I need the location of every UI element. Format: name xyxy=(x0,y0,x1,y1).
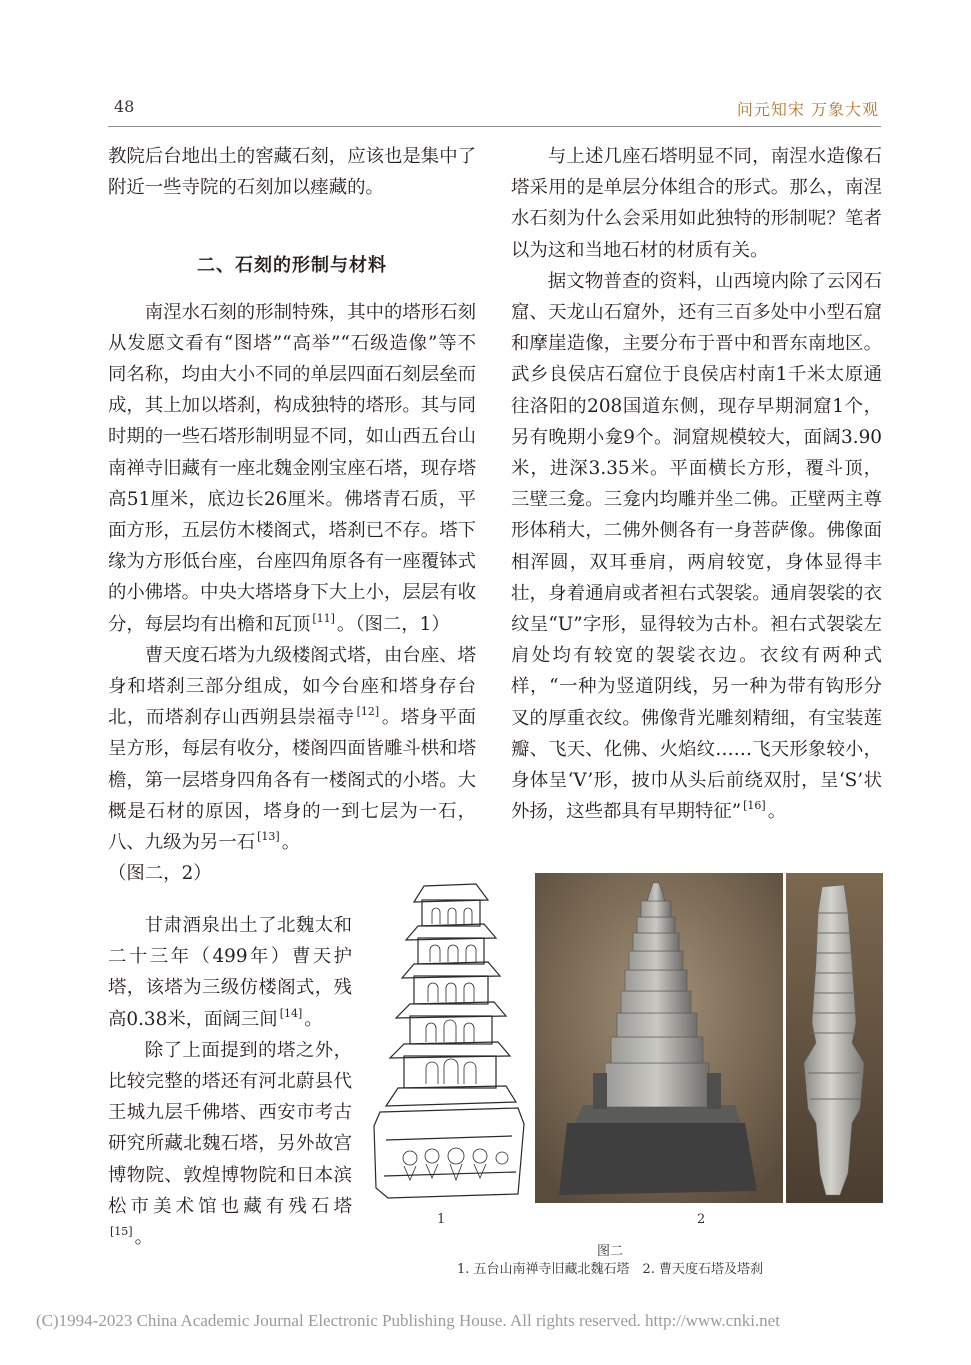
citation[interactable]: [14] xyxy=(279,1006,303,1020)
cao-tiandu-pagoda-photo xyxy=(535,873,783,1203)
figure-caption-text: 1. 五台山南禅寺旧藏北魏石塔 2. 曹天度石塔及塔刹 xyxy=(456,1262,764,1277)
pagoda-line-drawing xyxy=(368,876,528,1204)
narrow-column xyxy=(108,910,352,1253)
section-heading: 二、石刻的形制与材料 xyxy=(197,255,387,277)
citation[interactable]: [13] xyxy=(257,830,280,844)
citation[interactable]: [15] xyxy=(110,1225,133,1239)
running-title: 问元知宋 万象大观 xyxy=(736,100,879,119)
figure-label-1: 1 xyxy=(437,1212,446,1227)
paragraph: 与上述几座石塔明显不同，南涅水造像石塔采用的是单层分体组合的形式。那么，南涅水石刻为什么会采用如此独特的形制呢？笔者以为这和当地石材的材质有关。 xyxy=(511,146,882,261)
paragraph: 据文物普查的资料，山西境内除了云冈石窟、天龙山石窟外，还有三百多处中小型石窟和摩崖造像，主要分布于晋中和晋东南地区。武乡良侯店石窟位于良侯店村南1千米太原通往洛阳的208国道东侧，现存早期洞窟1个，另有晚期小龛9个。洞窟规模较大，面阔3.90米，进深3.35米。平面横长方形，覆斗顶，三壁三龛。三龛内均雕并坐二佛。正壁两主尊形体稍大，二佛外侧各有一身菩萨像。佛像面相浑圆，双耳垂肩，两肩较宽，身体显得丰壮，身着通肩或者袒右式袈裟。通肩袈裟的衣纹呈“U”字形，显得较为古朴。袒右式袈裟左肩处均有较宽的袈裟衣边。衣纹有两种式样，“一种为竖道阴线，另一种为带有钩形分叉的厚重衣纹。佛像背光雕刻精细，有宝装莲瓣、飞天、化佛、火焰纹……飞天形象较小，身体呈‘V’形，披巾从头后前绕双肘，呈‘S’状外扬，这些都具有早期特征” [16] 。 xyxy=(511,270,882,823)
figure-caption-title: 图二 xyxy=(596,1244,623,1259)
paragraph: 除了上面提到的塔之外，比较完整的塔还有河北蔚县代王城九层千佛塔、西安市考古研究所藏北魏石塔，另外故宫博物院、敦煌博物院和日本滨松市美术馆也藏有残石塔[15] 。 xyxy=(108,1039,352,1249)
figure-label-2: 2 xyxy=(697,1212,706,1227)
pagoda-finial-photo xyxy=(786,873,883,1203)
header-divider xyxy=(108,126,881,127)
citation[interactable]: [11] xyxy=(312,611,335,625)
right-column xyxy=(511,141,882,827)
page-number: 48 xyxy=(114,97,135,116)
paragraph: 甘肃酒泉出土了北魏太和二十三年（499年）曹天护塔，该塔为三级仿楼阁式，残高0.38米，面阔三间 [14] 。 xyxy=(108,915,352,1030)
paragraph: 南涅水石刻的形制特殊，其中的塔形石刻从发愿文看有“图塔”“高举”“石级造像”等不同名称，均由大小不同的单层四面石刻层垒而成，其上加以塔刹，构成独特的塔形。其与同时期的一些石塔形制明显不同，如山西五台山南禅寺旧藏有一座北魏金刚宝座石塔，现存塔高51厘米，底边长26厘米。佛塔青石质，平面方形，五层仿木楼阁式，塔刹已不存。塔下缘为方形低台座，台座四角原各有一座覆钵式的小佛塔。中央大塔塔身下大上小，层层有收分，每层均有出檐和瓦顶 [11] 。（图二，1） xyxy=(108,301,476,635)
copyright-footer: (C)1994-2023 China Academic Journal Electronic Publishing House. All rights reserved. http://www.cnki.net xyxy=(36,1311,780,1330)
paragraph: 教院后台地出土的窖藏石刻，应该也是集中了附近一些寺院的石刻加以瘗藏的。 xyxy=(108,146,476,199)
citation[interactable]: [16] xyxy=(743,799,766,813)
citation[interactable]: [12] xyxy=(356,705,380,719)
paragraph: 曹天度石塔为九级楼阁式塔，由台座、塔身和塔刹三部分组成，如今台座和塔身存台北，而塔刹存山西朔县崇福寺 [12] 。塔身平面呈方形，每层有收分，楼阁四面皆雕斗栱和塔檐，第一层塔身四角各有一楼阁式的小塔。大概是石材的原因，塔身的一到七层为一石，八、九级为另一石 [13] 。 （图二，2） xyxy=(108,644,476,885)
left-column xyxy=(108,141,476,889)
